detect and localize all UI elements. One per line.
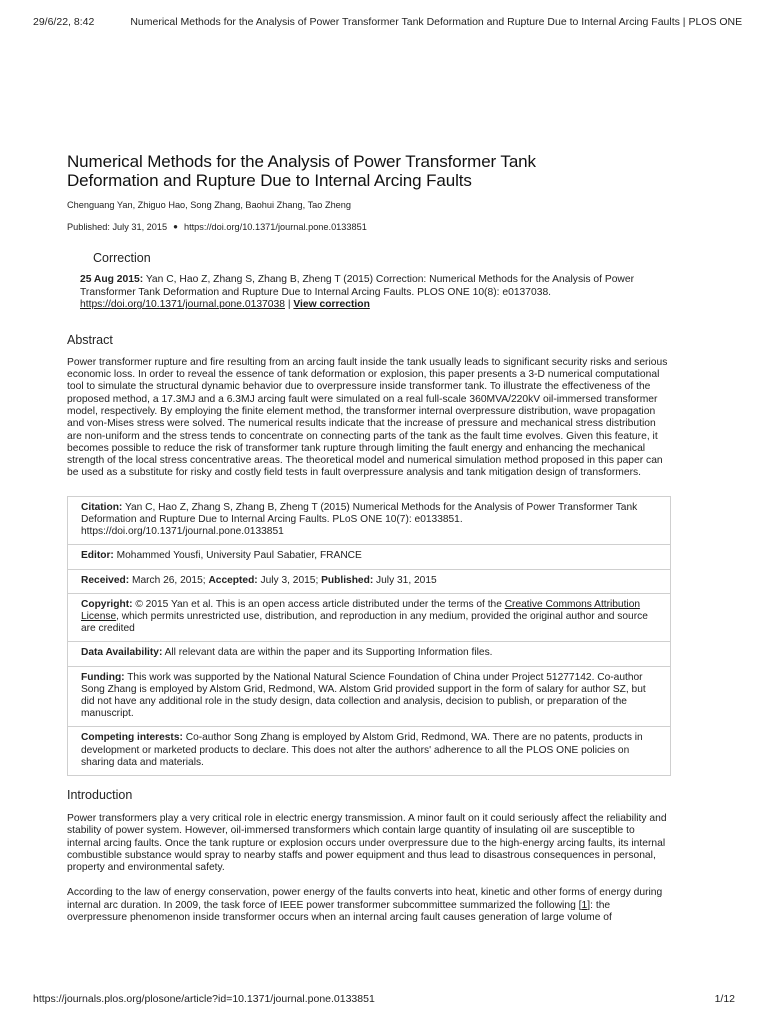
print-datetime: 29/6/22, 8:42 (33, 16, 95, 28)
funding-label: Funding: (81, 671, 125, 683)
article (67, 152, 671, 924)
citation-text: Yan C, Hao Z, Zhang S, Zhang B, Zheng T (2015) Numerical Methods for the Analysis of Power Transformer Tank Deformation and Rupture Due to Internal Arcing Faults. PLoS ONE 10(7): e0133851. https://doi.org/10.1371/journal.pone.0133851 (81, 501, 638, 538)
data-availability-text: All relevant data are within the paper and its Supporting Information files. (162, 647, 493, 659)
author-list[interactable]: Chenguang Yan, Zhiguo Hao, Song Zhang, Baohui Zhang, Tao Zheng (67, 200, 352, 210)
accepted-label: Accepted: (208, 574, 258, 586)
print-header (33, 16, 743, 28)
data-availability-label: Data Availability: (81, 647, 163, 659)
citation-row (68, 497, 670, 546)
introduction-paragraph-2 (67, 887, 671, 924)
reference-link-1[interactable]: 1 (581, 899, 588, 911)
print-url: https://journals.plos.org/plosone/article?id=10.1371/journal.pone.0133851 (33, 993, 375, 1005)
print-page-number: 1/12 (714, 993, 735, 1005)
intro-p2-text-b: ]: the overpressure phenomenon inside transformer occurs when an internal arcing fault causes generation of large volume of (67, 899, 612, 924)
introduction-heading: Introduction (67, 788, 133, 802)
copyright-text-2: , which permits unrestricted use, distribution, and reproduction in any medium, provided the original author and source are credited (81, 610, 648, 635)
competing-interests-text: Co-author Song Zhang is employed by Alstom Grid, Redmond, WA. There are no patents, products in development or marketed products to declare. This does not alter the authors' adherence to all the PLOS ONE policies on sharing data and materials. (81, 732, 643, 768)
cc-license-link[interactable]: Creative Commons Attribution License (81, 598, 641, 622)
accepted-text: July 3, 2015; (257, 574, 322, 586)
received-text: March 26, 2015; (129, 574, 209, 586)
intro-p2-text-a: According to the law of energy conservation, power energy of the faults converts into heat, kinetic and other forms of energy during internal arc duration. In 2009, the task force of IEEE power transformer subcommittee summarized the following [ (67, 887, 663, 911)
competing-interests-row (68, 727, 670, 775)
abstract-text: Power transformer rupture and fire resulting from an arcing fault inside the tank usually leads to significant security risks and serious economic loss. In order to reveal the essence of tank deformation or explosion, this paper presents a 3-D numerical computational tool to simulate the structural dynamic behavior due to overpressure inside transformer tank. To illustrate the effectiveness of the proposed method, a 17.3MJ and a 6.3MJ arcing fault were simulated on a real full-scale 360MVA/220kV oil-immersed transformer model, respectively. By employing the finite element method, the transformer internal overpressure distribution, wave propagation and von-Mises stress were solved. The numerical results indicate that the increase of pressure and mechanical stress distribution are non-uniform and the stress tends to concentrate on connecting parts of the tank as the fault time evolves. Given this feature, it becomes possible to reduce the risk of transformer tank rupture through limiting the fault energy and enhancing the mechanical strength of the local stress concentrative areas. The theoretical model and numerical simulation method proposed in this paper can be used as a substitute for risky and costly field tests in fault overpressure analysis and tank mitigation design of transformers. (67, 356, 668, 479)
published-text: July 31, 2015 (373, 574, 437, 586)
bullet-separator-icon: ● (173, 222, 178, 231)
print-page-title: Numerical Methods for the Analysis of Power Transformer Tank Deformation and Rupture Due to Internal Arcing Faults | PLOS ONE (130, 16, 743, 28)
editor-row (68, 545, 670, 569)
introduction-paragraph-1: Power transformers play a very critical role in electric energy transmission. A minor fault on it could seriously affect the reliability and stability of power system. However, oil-immersed transformers which contain large quantity of insulating oil are susceptible to internal arcing faults. Once the tank rupture or explosion occurs under overpressure due to the high-energy arcing faults, its internal combustible substance would spray to nearby staffs and power equipment and thus lead to disastrous consequences in personal, property and environmental safety. (67, 813, 667, 874)
copyright-label: Copyright: (81, 598, 133, 610)
publication-line (67, 221, 671, 233)
correction-doi-link[interactable]: https://doi.org/10.1371/journal.pone.0137038 (80, 299, 285, 311)
print-footer (33, 993, 735, 1005)
correction-date: 25 Aug 2015: (80, 274, 144, 285)
copyright-text-1: © 2015 Yan et al. This is an open access article distributed under the terms of the (132, 598, 505, 610)
article-doi[interactable]: https://doi.org/10.1371/journal.pone.0133851 (183, 222, 367, 232)
editor-text: Mohammed Yousfi, University Paul Sabatier, FRANCE (113, 550, 362, 562)
correction-heading: Correction (93, 251, 151, 265)
correction-notice (80, 274, 655, 312)
link-separator: | (284, 299, 294, 311)
published-date: Published: July 31, 2015 (67, 222, 168, 232)
editor-label: Editor: (81, 550, 114, 562)
citation-label: Citation: (81, 501, 123, 513)
article-title: Numerical Methods for the Analysis of Power Transformer Tank Deformation and Rupture Due to Internal Arcing Faults (67, 152, 536, 190)
funding-row (68, 667, 670, 728)
data-availability-row (68, 642, 670, 666)
funding-text: This work was supported by the National Natural Science Foundation of China under Project 51277142. Co-author Song Zhang is employed by Alstom Grid, Redmond, WA. Alstom Grid provided support in the form of salary for author SZ, but did not have any additional role in the study design, data collection and analysis, decision to publish, or preparation of the manuscript. (81, 671, 646, 720)
received-label: Received: (81, 574, 130, 586)
abstract-heading: Abstract (67, 332, 113, 347)
article-info-box (67, 496, 671, 776)
correction-text: Yan C, Hao Z, Zhang S, Zhang B, Zheng T (2015) Correction: Numerical Methods for the Analysis of Power Transformer Tank Deformation and Rupture Due to Internal Arcing Faults. PLOS ONE 10(8): e0137038. (80, 274, 635, 298)
view-correction-link[interactable]: View correction (293, 299, 370, 311)
published-label: Published: (321, 574, 374, 586)
copyright-row (68, 594, 670, 643)
dates-row (68, 570, 670, 594)
competing-interests-label: Competing interests: (81, 732, 183, 744)
